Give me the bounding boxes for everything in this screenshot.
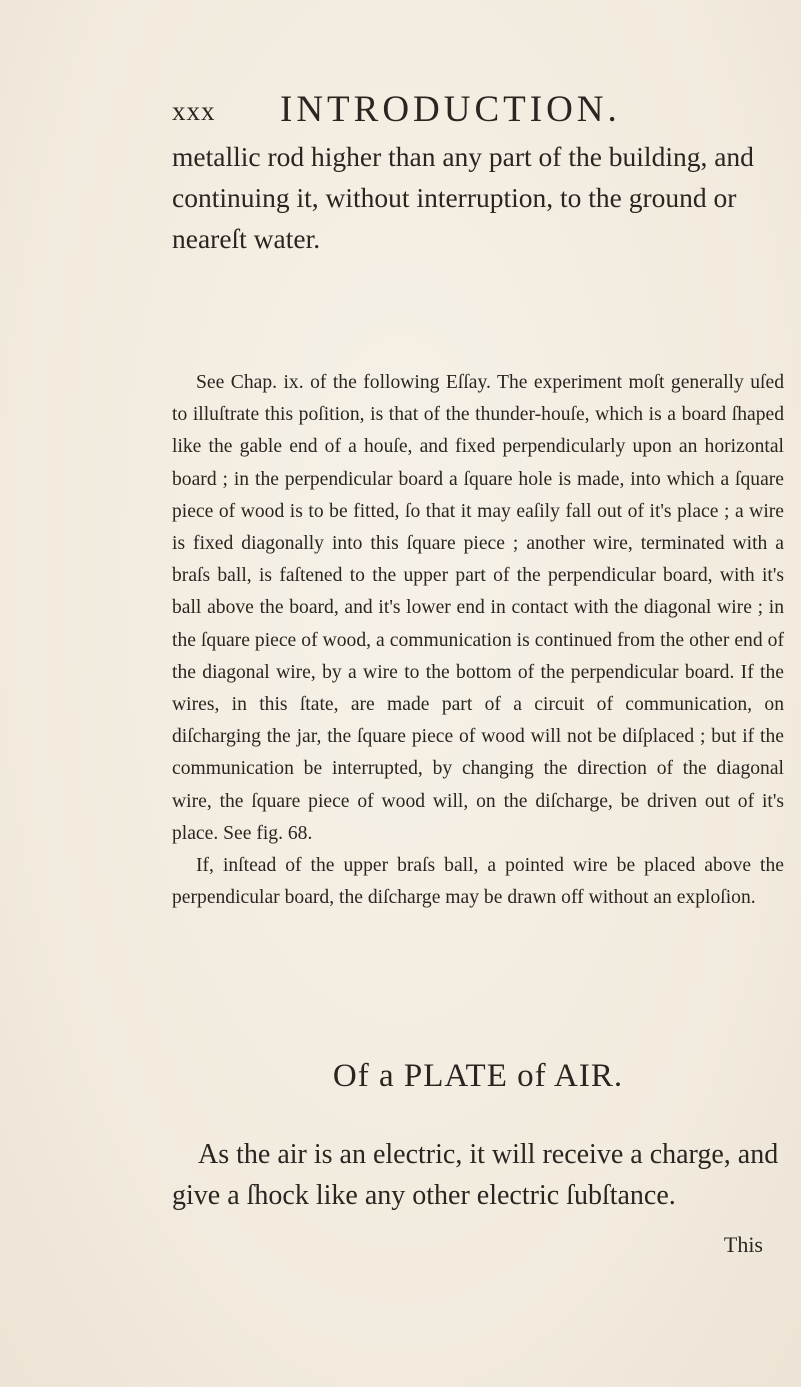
- lead-paragraph-block: [172, 136, 784, 259]
- section-text-block: [172, 1134, 784, 1216]
- footnote-block: [172, 367, 784, 914]
- page-header: [172, 88, 732, 128]
- lead-paragraph: metallic rod higher than any part of the building, and continuing it, without interruption, to the ground or neareſt water.: [172, 141, 754, 254]
- catchword: This: [723, 1232, 763, 1257]
- page-number: xxx: [172, 96, 216, 126]
- body-paragraph-1: See Chap. ix. of the following Eſſay. The experiment moſt generally uſed to illuſtrate this poſition, is that of the thunder-houſe, which is a board ſhaped like the gable end of a houſe, and fixed perpendicularly upon an horizontal board ; in the perpendicular board a ſquare hole is made, into which a ſquare piece of wood is to be fitted, ſo that it may eaſily fall out of it's place ; a wire is fixed diagonally into this ſquare piece ; another wire, terminated with a braſs ball, is faſtened to the upper part of the perpendicular board, with it's ball above the board, and it's lower end in contact with the diagonal wire ; in the ſquare piece of wood, a communication is continued from the other end of the diagonal wire, by a wire to the bottom of the perpendicular board. If the wires, in this ſtate, are made part of a circuit of communication, on diſcharging the jar, the ſquare piece of wood will not be diſplaced ; but if the communication be interrupted, by changing the direction of the diagonal wire, the ſquare piece of wood will, on the diſcharge, be driven out of it's place. See fig. 68.: [172, 372, 784, 844]
- body-paragraph-2: If, inſtead of the upper braſs ball, a pointed wire be placed above the perpendicular board, the diſcharge may be drawn off without an exploſion.: [172, 855, 784, 909]
- section-paragraph: As the air is an electric, it will receive a charge, and give a ſhock like any other electric ſubſtance.: [172, 1139, 779, 1211]
- running-title: INTRODUCTION.: [280, 89, 621, 130]
- section-heading: Of a PLATE of AIR.: [332, 1058, 624, 1094]
